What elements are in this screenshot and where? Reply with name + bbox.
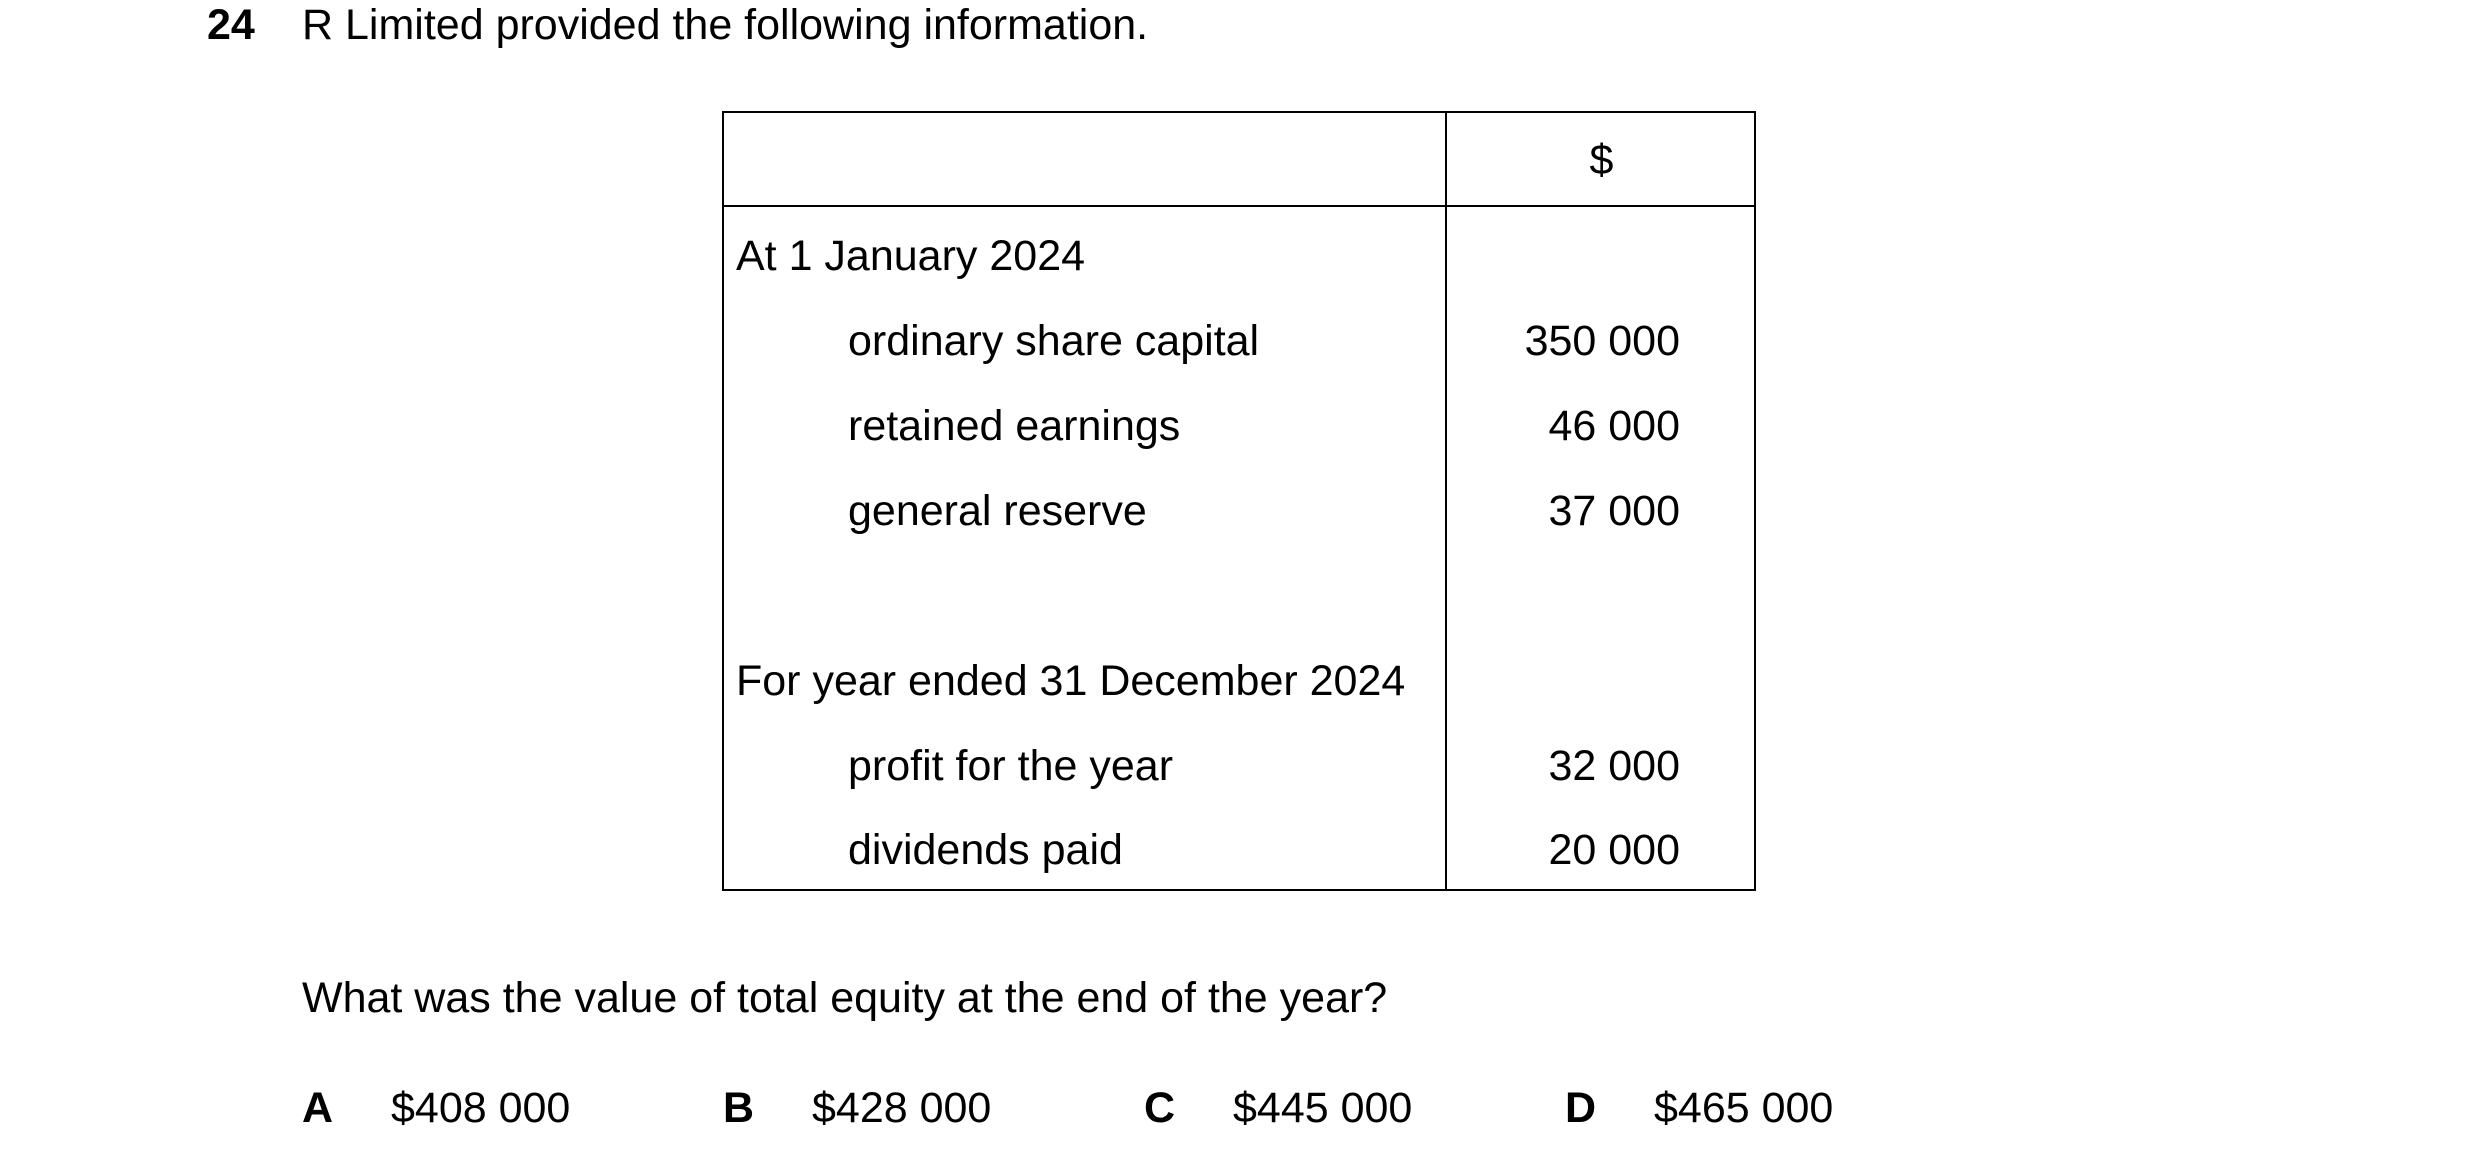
question-number: 24: [207, 1, 255, 49]
question-text: R Limited provided the following information.: [302, 1, 1149, 49]
currency-header: $: [1589, 136, 1614, 184]
row-label: ordinary share capital: [848, 317, 1260, 365]
table-row: [724, 486, 1754, 536]
table-row: [724, 231, 1754, 281]
header-rule: [724, 205, 1754, 207]
row-value: 350 000: [1524, 317, 1680, 365]
row-value: 20 000: [1548, 826, 1680, 874]
row-value: 32 000: [1548, 742, 1680, 790]
option-letter: A: [302, 1084, 334, 1132]
option-value: $465 000: [1654, 1084, 1834, 1132]
table-row: [724, 741, 1754, 791]
option-letter: D: [1565, 1084, 1597, 1132]
option-value: $445 000: [1233, 1084, 1413, 1132]
option-value: $408 000: [391, 1084, 571, 1132]
information-table: [722, 111, 1756, 891]
row-value: 46 000: [1548, 402, 1680, 450]
row-label: general reserve: [848, 487, 1147, 535]
row-label: profit for the year: [848, 742, 1174, 790]
table-row: [724, 825, 1754, 875]
option-letter: B: [723, 1084, 755, 1132]
table-row: [724, 401, 1754, 451]
option-letter: C: [1144, 1084, 1176, 1132]
option-value: $428 000: [812, 1084, 992, 1132]
table-row: [724, 316, 1754, 366]
question-prompt: What was the value of total equity at the end of the year?: [302, 974, 1388, 1022]
table-row: [724, 656, 1754, 706]
row-value: 37 000: [1548, 487, 1680, 535]
row-label: retained earnings: [848, 402, 1181, 450]
section-heading-opening: At 1 January 2024: [736, 232, 1086, 280]
row-label: dividends paid: [848, 826, 1123, 874]
section-heading-year: For year ended 31 December 2024: [736, 657, 1406, 705]
